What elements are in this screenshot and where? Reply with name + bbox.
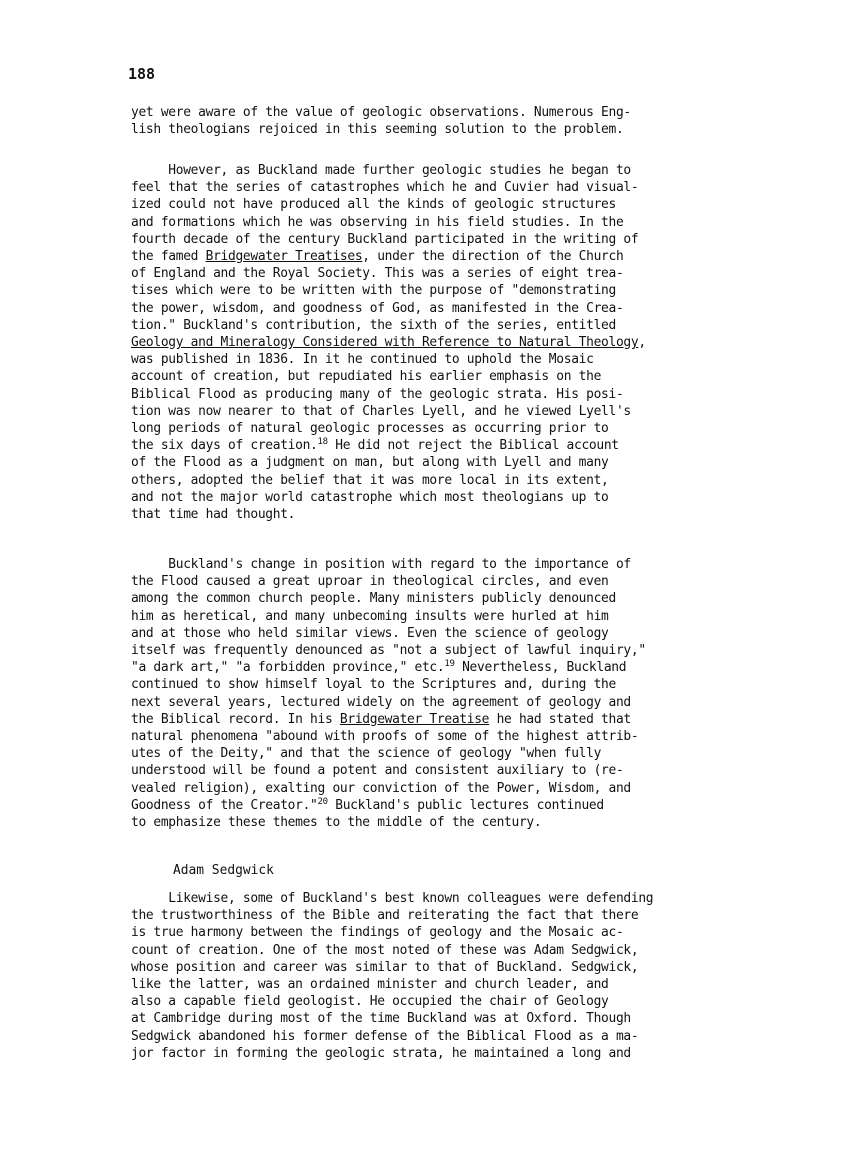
text-line: of England and the Royal Society. This was a series of eight trea- bbox=[131, 266, 624, 282]
text-line: next several years, lectured widely on the agreement of geology and bbox=[131, 694, 631, 710]
text-line: the trustworthiness of the Bible and reiterating the fact that there bbox=[131, 908, 639, 924]
text-line bbox=[131, 248, 731, 265]
footnote-ref: 20 bbox=[317, 796, 328, 807]
text-line: fourth decade of the century Buckland participated in the writing of bbox=[131, 231, 639, 247]
text-line: and not the major world catastrophe which most theologians up to bbox=[131, 489, 609, 505]
page-number: 188 bbox=[128, 65, 156, 83]
text-line: lish theologians rejoiced in this seeming solution to the problem. bbox=[131, 122, 624, 138]
underlined-title: Geology and Mineralogy Considered with Reference to Natural Theology bbox=[131, 335, 639, 351]
text-line bbox=[131, 659, 731, 676]
text-line: jor factor in forming the geologic strata, he maintained a long and bbox=[131, 1045, 631, 1061]
text-line: account of creation, but repudiated his earlier emphasis on the bbox=[131, 369, 602, 385]
text-line: feel that the series of catastrophes which he and Cuvier had visual- bbox=[131, 180, 639, 196]
underlined-title: Bridgewater Treatise bbox=[339, 711, 490, 727]
text-line: of the Flood as a judgment on man, but along with Lyell and many bbox=[131, 455, 609, 471]
text-line: count of creation. One of the most noted of these was Adam Sedgwick, bbox=[131, 942, 639, 958]
text-segment: "a dark art," "a forbidden province," etc. bbox=[131, 660, 445, 676]
text-line bbox=[131, 711, 731, 728]
text-line: the Flood caused a great uproar in theological circles, and even bbox=[131, 574, 609, 590]
text-line: whose position and career was similar to that of Buckland. Sedgwick, bbox=[131, 959, 639, 975]
text-segment: Goodness of the Creator." bbox=[131, 797, 318, 813]
footnote-ref: 18 bbox=[317, 437, 328, 448]
text-line bbox=[131, 797, 731, 814]
paragraph-4 bbox=[131, 890, 731, 1062]
text-segment: Nevertheless, Buckland bbox=[454, 660, 627, 676]
text-line: understood will be found a potent and consistent auxiliary to (re- bbox=[131, 763, 624, 779]
text-line bbox=[131, 334, 731, 351]
paragraph-1 bbox=[131, 104, 731, 138]
text-line: continued to show himself loyal to the Scriptures and, during the bbox=[131, 677, 616, 693]
text-line: Buckland's change in position with regard to the importance of bbox=[131, 557, 631, 572]
text-line: Biblical Flood as producing many of the geologic strata. His posi- bbox=[131, 386, 624, 402]
footnote-ref: 19 bbox=[444, 659, 455, 670]
text-line: yet were aware of the value of geologic observations. Numerous Eng- bbox=[131, 105, 631, 120]
text-line: the power, wisdom, and goodness of God, as manifested in the Crea- bbox=[131, 300, 624, 316]
text-line: tises which were to be written with the purpose of "demonstrating bbox=[131, 283, 616, 299]
text-segment: he had stated that bbox=[489, 711, 631, 727]
underlined-title: Bridgewater Treatises bbox=[205, 249, 363, 265]
text-line: tion." Buckland's contribution, the sixth of the series, entitled bbox=[131, 317, 616, 333]
text-segment: , bbox=[638, 335, 646, 351]
text-line: is true harmony between the findings of geology and the Mosaic ac- bbox=[131, 925, 624, 941]
text-segment: Buckland's public lectures continued bbox=[327, 797, 604, 813]
text-line: at Cambridge during most of the time Buckland was at Oxford. Though bbox=[131, 1011, 631, 1027]
text-segment: the Biblical record. In his bbox=[131, 711, 340, 727]
text-line: utes of the Deity," and that the science of geology "when fully bbox=[131, 746, 602, 762]
text-line: like the latter, was an ordained minister and church leader, and bbox=[131, 977, 609, 993]
text-line: and at those who held similar views. Even the science of geology bbox=[131, 625, 609, 641]
text-line: ized could not have produced all the kinds of geologic structures bbox=[131, 197, 616, 213]
text-line: itself was frequently denounced as "not a subject of lawful inquiry," bbox=[131, 643, 646, 659]
text-line bbox=[131, 437, 731, 454]
text-segment: , under the direction of the Church bbox=[362, 249, 624, 265]
paragraph-3 bbox=[131, 556, 731, 831]
text-line: was published in 1836. In it he continued to uphold the Mosaic bbox=[131, 352, 594, 368]
text-line: long periods of natural geologic processes as occurring prior to bbox=[131, 421, 609, 437]
paragraph-2 bbox=[131, 162, 731, 523]
text-line: tion was now nearer to that of Charles Lyell, and he viewed Lyell's bbox=[131, 403, 631, 419]
text-line: that time had thought. bbox=[131, 507, 296, 523]
section-heading: Adam Sedgwick bbox=[173, 863, 274, 878]
text-line: natural phenomena "abound with proofs of some of the highest attrib- bbox=[131, 729, 639, 745]
text-segment: the six days of creation. bbox=[131, 438, 318, 454]
text-line: However, as Buckland made further geologic studies he began to bbox=[131, 163, 631, 178]
text-line: and formations which he was observing in his field studies. In the bbox=[131, 214, 624, 230]
text-line: also a capable field geologist. He occupied the chair of Geology bbox=[131, 994, 609, 1010]
text-segment: the famed bbox=[131, 249, 206, 265]
text-line: Sedgwick abandoned his former defense of the Biblical Flood as a ma- bbox=[131, 1028, 639, 1044]
text-line: others, adopted the belief that it was more local in its extent, bbox=[131, 472, 609, 488]
text-line: him as heretical, and many unbecoming insults were hurled at him bbox=[131, 608, 609, 624]
text-line: among the common church people. Many ministers publicly denounced bbox=[131, 591, 616, 607]
text-line: Likewise, some of Buckland's best known colleagues were defending bbox=[131, 891, 654, 906]
text-line: to emphasize these themes to the middle of the century. bbox=[131, 815, 542, 831]
text-line: vealed religion), exalting our conviction of the Power, Wisdom, and bbox=[131, 780, 631, 796]
text-segment: He did not reject the Biblical account bbox=[327, 438, 619, 454]
